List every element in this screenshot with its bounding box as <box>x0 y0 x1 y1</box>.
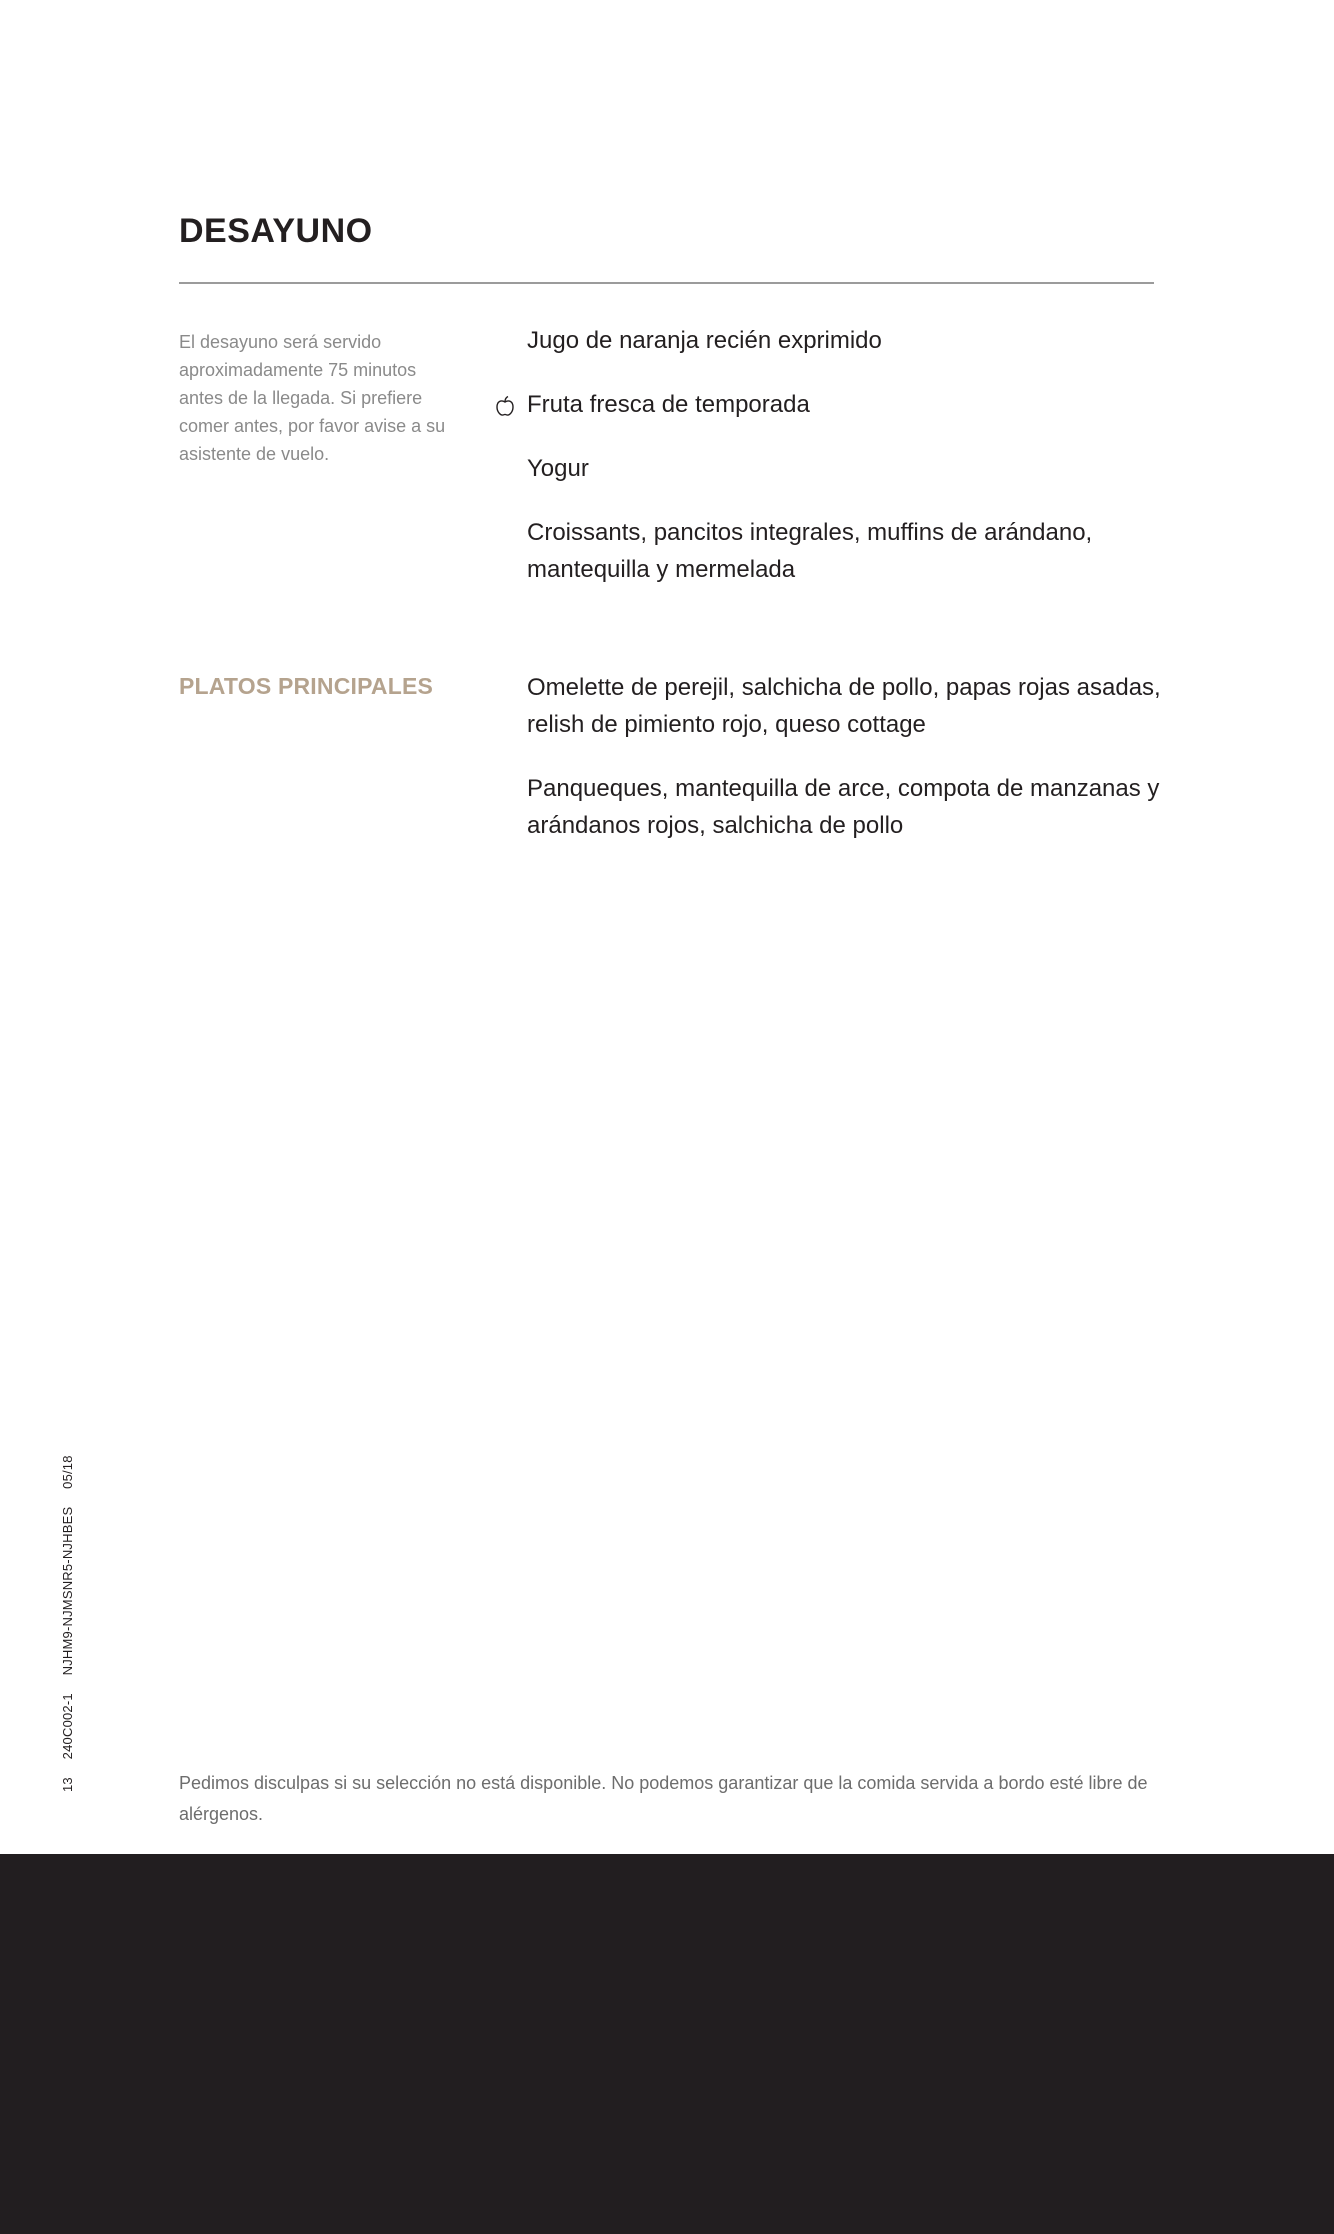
menu-reference: NJHM9-NJMSNR5-NJHBES <box>60 1506 75 1676</box>
menu-item <box>527 386 1167 423</box>
menu-item <box>527 514 1167 588</box>
menu-item <box>527 322 1167 359</box>
section-title: DESAYUNO <box>179 212 373 250</box>
breakfast-note: El desayuno será servido aproximadamente 75 minutos antes de la llegada. Si prefiere comer antes, por favor avise a su asistente de vuelo. <box>179 332 446 464</box>
print-code <box>60 1441 75 1792</box>
menu-item-text: Jugo de naranja recién exprimido <box>527 327 882 354</box>
menu-item-text: Fruta fresca de temporada <box>527 391 810 418</box>
mains-heading: PLATOS PRINCIPALES <box>179 673 434 699</box>
apple-icon <box>495 395 515 417</box>
allergen-disclaimer: Pedimos disculpas si su selección no está disponible. No podemos garantizar que la comida servida a bordo esté libre de alérgenos. <box>179 1773 1148 1824</box>
menu-item <box>527 450 1167 487</box>
menu-item-text: Yogur <box>527 455 589 482</box>
mains-items-list <box>527 669 1167 871</box>
footer-band <box>0 1854 1334 2234</box>
breakfast-items-list <box>527 322 1167 615</box>
divider <box>179 282 1154 284</box>
menu-item: Omelette de perejil, salchicha de pollo, papas rojas asadas, relish de pimiento rojo, queso cottage <box>527 674 1161 738</box>
document-code: 240C002-1 <box>60 1693 75 1760</box>
page-number: 13 <box>60 1777 75 1792</box>
print-date: 05/18 <box>60 1455 75 1489</box>
menu-item: Panqueques, mantequilla de arce, compota de manzanas y arándanos rojos, salchicha de pollo <box>527 775 1160 839</box>
menu-item-text: Croissants, pancitos integrales, muffins de arándano, mantequilla y mermelada <box>527 519 1093 583</box>
